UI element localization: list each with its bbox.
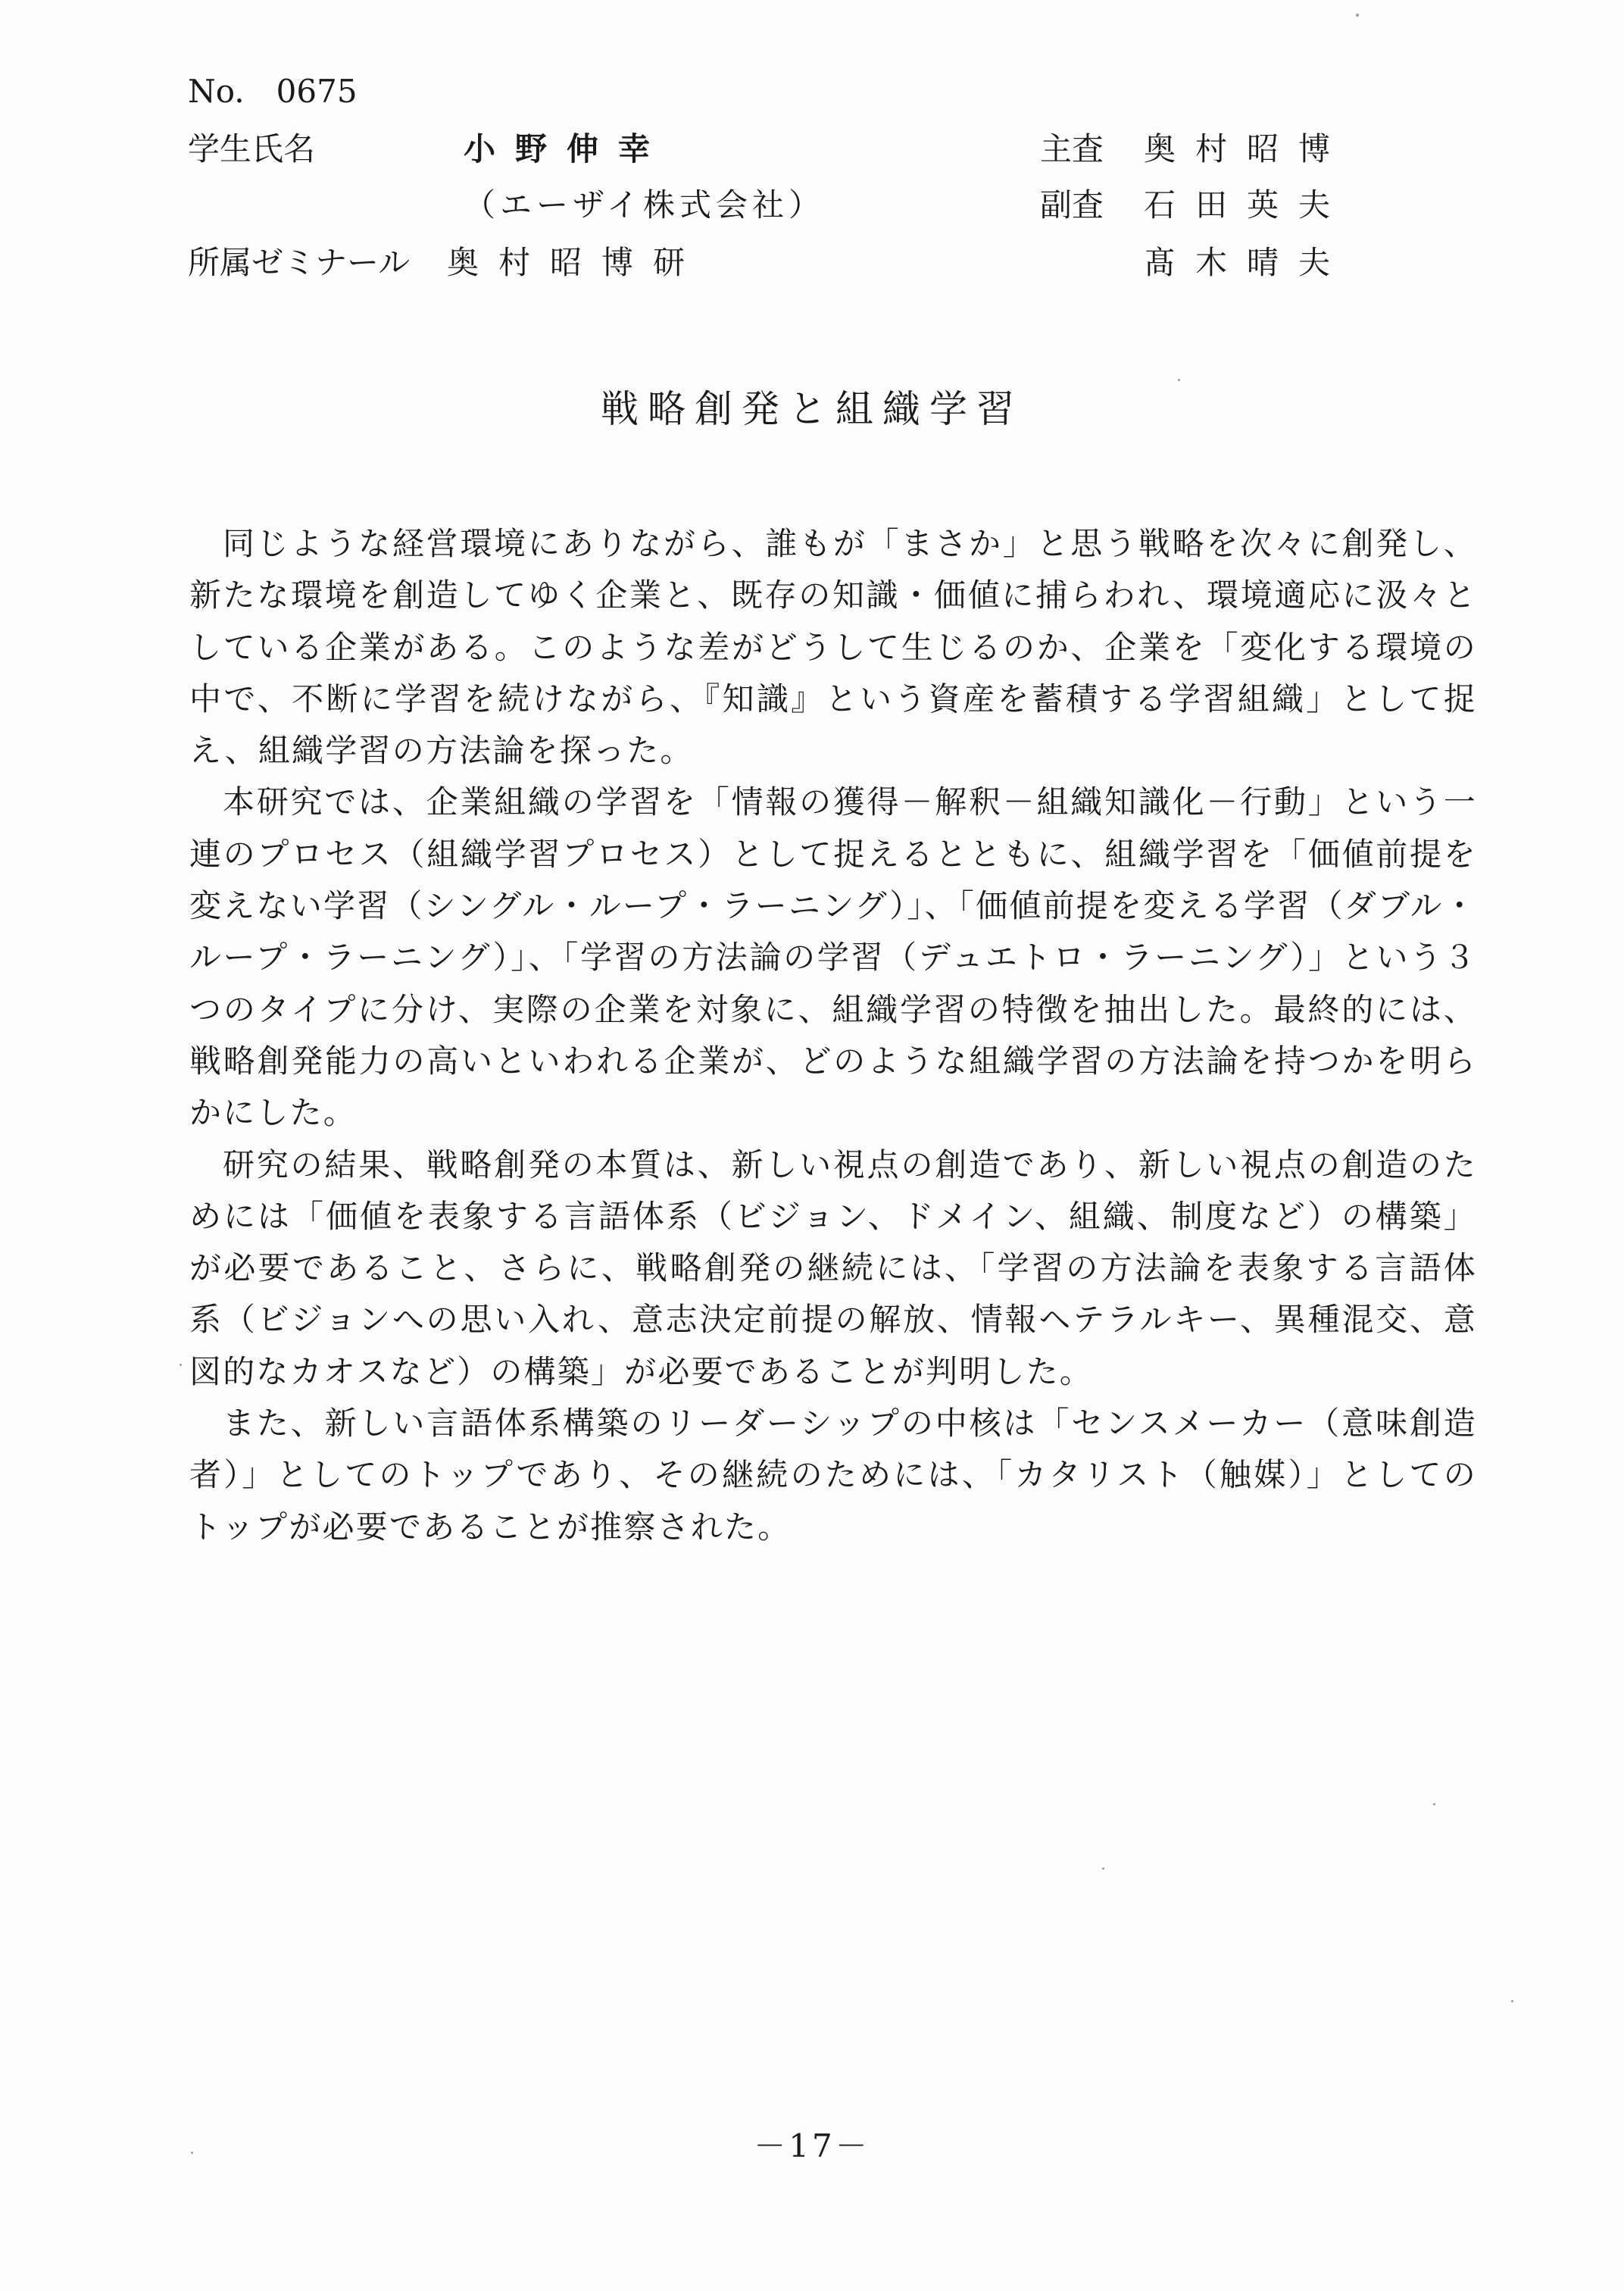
scan-speck bbox=[1356, 14, 1359, 17]
scan-speck bbox=[1433, 1803, 1435, 1805]
scan-speck bbox=[1102, 1867, 1104, 1870]
page-number: －17－ bbox=[754, 2127, 870, 2164]
paragraph-3: 研究の結果、戦略創発の本質は、新しい視点の創造であり、新しい視点の創造のためには「価値を表象する言語体系（ビジョン、ドメイン、組織、制度など）の構築」が必要であること、さらに、戦略創発の継続には、「学習の方法論を表象する言語体系（ビジョンへの思い入れ、意志決定前提の解放、情報ヘテラルキー、異種混交、意図的なカオスなど）の構築」が必要であることが判明した。 bbox=[189, 1146, 1477, 1390]
paragraph-2: 本研究では、企業組織の学習を「情報の獲得－解釈－組織知識化－行動」という一連のプロセス（組織学習プロセス）として捉えるとともに、組織学習を「価値前提を変えない学習（シングル・ループ・ラーニング）」、「価値前提を変える学習（ダブル・ループ・ラーニング）」、「学習の方法論の学習（デュエトロ・ラーニング）」という３つのタイプに分け、実際の企業を対象に、組織学習の特徴を抽出した。最終的には、戦略創発能力の高いといわれる企業が、どのような組織学習の方法論を持つかを明らかにした。 bbox=[189, 783, 1477, 1132]
student-affiliation: （エーザイ株式会社） bbox=[464, 186, 826, 223]
vice-examiner-label: 副査 bbox=[1040, 186, 1104, 223]
student-name: 小野伸幸 bbox=[464, 130, 670, 167]
scan-speck bbox=[1511, 2000, 1513, 2002]
chief-examiner-label: 主査 bbox=[1040, 130, 1104, 167]
chief-examiner-name: 奥村昭博 bbox=[1144, 130, 1351, 167]
document-number: No. 0675 bbox=[188, 73, 358, 110]
vice-examiner-name-2: 髙木晴夫 bbox=[1144, 244, 1351, 281]
paragraph-4: また、新しい言語体系構築のリーダーシップの中核は「センスメーカー（意味創造者）」としてのトップであり、その継続のためには、「カタリスト（触媒）」としてのトップが必要であることが推察された。 bbox=[189, 1405, 1477, 1546]
abstract-body bbox=[189, 518, 1477, 1553]
seminar-label: 所属ゼミナール bbox=[188, 244, 411, 281]
paragraph-1: 同じような経営環境にありながら、誰もが「まさか」と思う戦略を次々に創発し、新たな環境を創造してゆく企業と、既存の知識・価値に捕らわれ、環境適応に汲々としている企業がある。このような差がどうして生じるのか、企業を「変化する環境の中で、不断に学習を続けながら、『知識』という資産を蓄積する学習組織」として捉え、組織学習の方法論を探った。 bbox=[189, 525, 1477, 770]
scan-speck bbox=[1178, 379, 1180, 381]
vice-examiner-name-1: 石田英夫 bbox=[1144, 186, 1351, 223]
document-title: 戦略創発と組織学習 bbox=[601, 387, 1023, 431]
scan-speck bbox=[180, 1364, 182, 1366]
seminar-name: 奥村昭博研 bbox=[447, 244, 705, 281]
student-name-label: 学生氏名 bbox=[188, 130, 316, 167]
scan-speck bbox=[191, 2152, 193, 2154]
